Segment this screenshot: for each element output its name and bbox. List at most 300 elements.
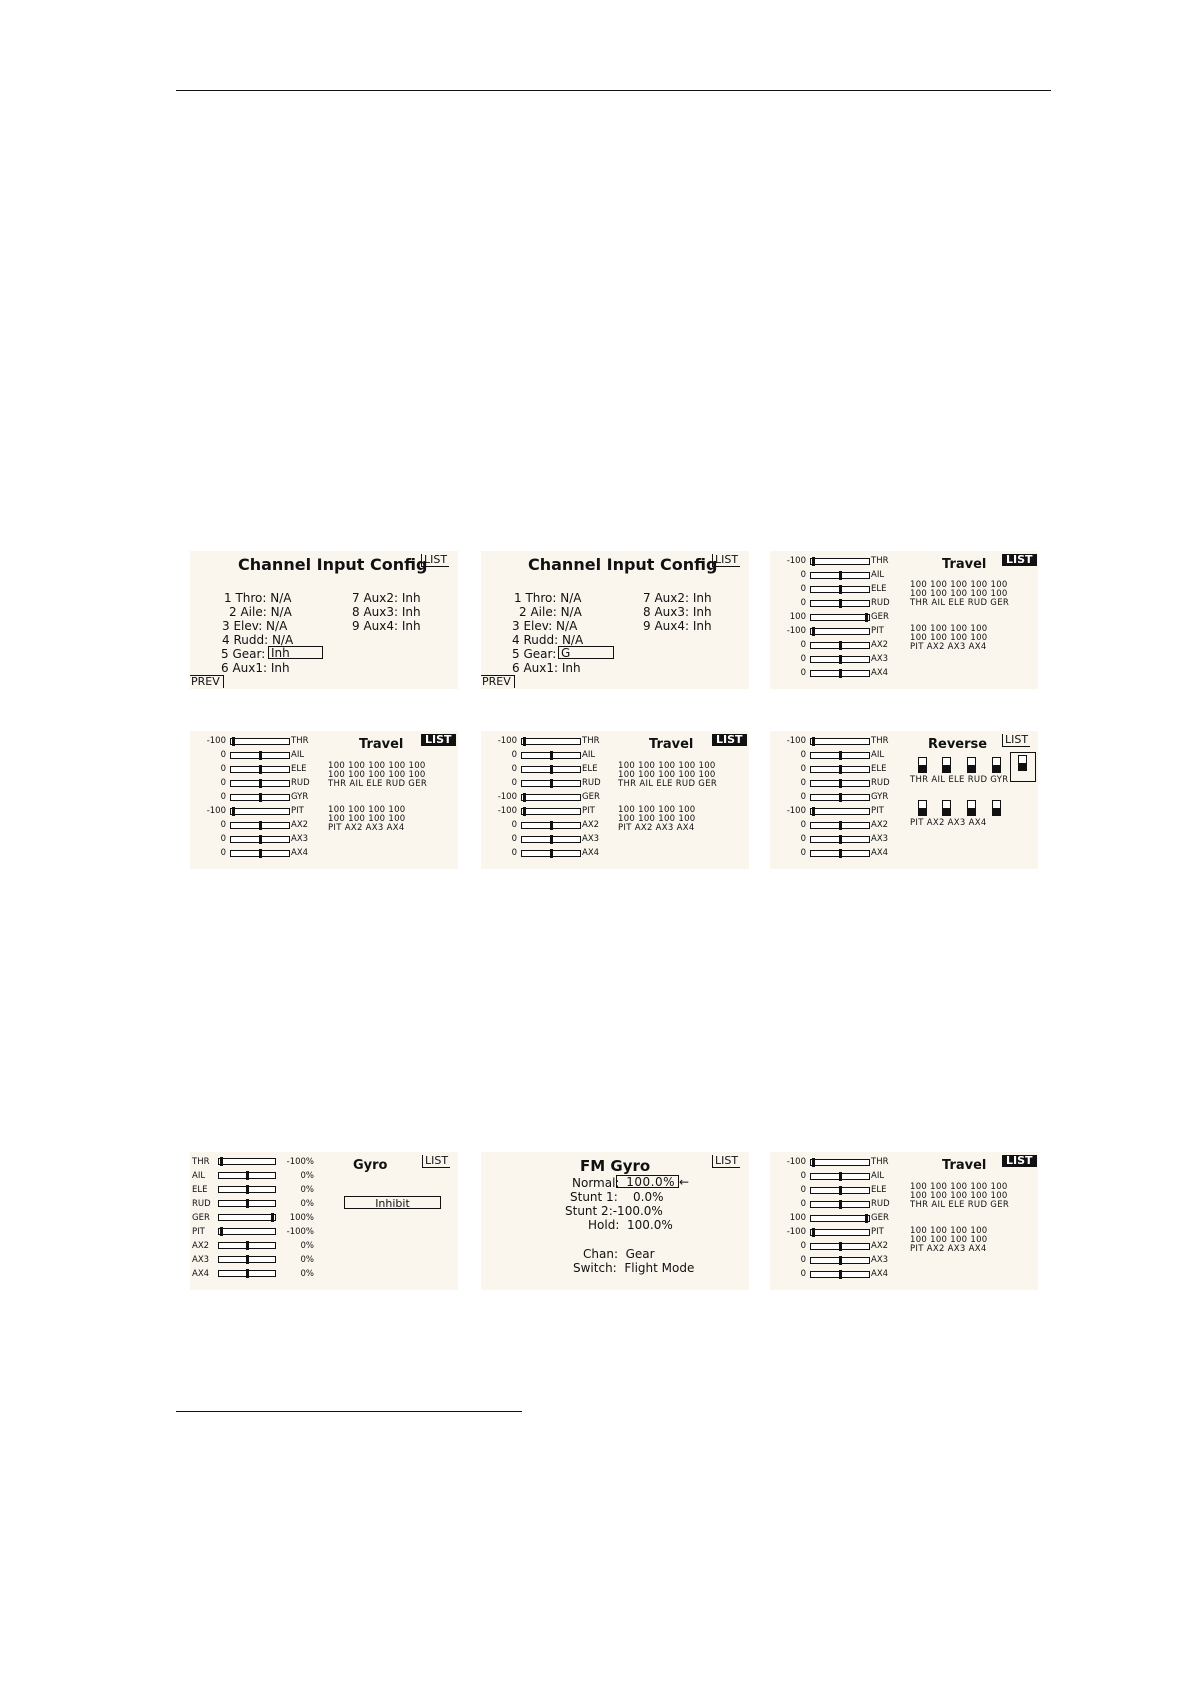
channel-label: GER (871, 612, 889, 622)
travel-labels: THR AIL ELE RUD GER (910, 598, 1010, 608)
travel-values: 100 100 100 100 (328, 814, 406, 824)
channel-bar-knob (839, 849, 842, 858)
screen-travel-3 (481, 731, 749, 869)
channel-bar-knob (550, 765, 553, 774)
channel-label: GER (582, 792, 600, 802)
channel-bar (810, 1229, 870, 1236)
channel-bar (230, 794, 290, 801)
channel-bar (230, 752, 290, 759)
channel-bar-knob (812, 1228, 815, 1237)
reverse-switch-pit[interactable] (918, 800, 927, 816)
reverse-switch-ail[interactable] (942, 757, 951, 773)
travel-values: 100 100 100 100 (618, 805, 696, 815)
travel-labels: PIT AX2 AX3 AX4 (910, 642, 987, 652)
channel-value: 0 (220, 778, 226, 788)
channel-label: AX2 (192, 1241, 210, 1251)
channel-value: 0 (220, 792, 226, 802)
channel-value: 0 (220, 834, 226, 844)
channel-value: 0 (220, 764, 226, 774)
channel-bar (810, 1187, 870, 1194)
channel-bar (810, 656, 870, 663)
travel-labels: THR AIL ELE RUD GER (328, 779, 428, 789)
channel-value: -100 (786, 806, 806, 816)
channel-value: -100 (497, 792, 517, 802)
channel-monitor-row (481, 819, 601, 831)
channel-bar (810, 738, 870, 745)
channel-monitor-row (770, 833, 890, 845)
channel-bar (218, 1214, 276, 1221)
footnote-rule (176, 1411, 522, 1412)
channel-monitor-row (770, 1226, 890, 1238)
screen-channel-input-config-1 (190, 551, 458, 689)
channel-monitor-row (770, 667, 890, 679)
channel-bar-knob (550, 821, 553, 830)
channel-value: 0 (511, 778, 517, 788)
channel-monitor-row (481, 791, 601, 803)
channel-monitor-row (190, 749, 310, 761)
channel-value: 0% (300, 1171, 314, 1181)
channel-value: -100 (786, 556, 806, 566)
reverse-labels: PIT AX2 AX3 AX4 (910, 818, 987, 828)
channel-bar-knob (259, 793, 262, 802)
channel-label: PIT (871, 626, 884, 636)
channel-label: PIT (582, 806, 595, 816)
channel-monitor-row (770, 791, 890, 803)
channel-label: ELE (291, 764, 307, 774)
channel-bar-knob (220, 1157, 223, 1166)
channel-label: AX4 (871, 848, 889, 858)
channel-bar-knob (259, 821, 262, 830)
gyro-monitor-row (190, 1239, 320, 1251)
travel-values: 100 100 100 100 100 (910, 1191, 1008, 1201)
channel-value: 0 (800, 750, 806, 760)
channel-line: 7 Aux2: Inh (643, 591, 712, 605)
gear-input-field[interactable]: Inh (268, 646, 323, 659)
channel-monitor-row (770, 569, 890, 581)
list-button[interactable]: LIST (421, 554, 449, 567)
gear-input-field[interactable]: G (558, 646, 614, 659)
channel-label: AX2 (582, 820, 600, 830)
travel-values: 100 100 100 100 (910, 633, 988, 643)
channel-bar (230, 766, 290, 773)
channel-bar (810, 614, 870, 621)
travel-values: 100 100 100 100 100 (618, 770, 716, 780)
channel-bar-knob (259, 849, 262, 858)
channel-label: THR (871, 736, 889, 746)
channel-bar-knob (246, 1255, 249, 1264)
channel-monitor-row (770, 805, 890, 817)
channel-value: 0 (800, 1185, 806, 1195)
channel-monitor-row (770, 1198, 890, 1210)
list-button[interactable]: LIST (1002, 1155, 1037, 1167)
channel-label: AIL (192, 1171, 206, 1181)
channel-monitor-row (190, 735, 310, 747)
channel-bar-knob (839, 669, 842, 678)
channel-value: 0 (800, 1241, 806, 1251)
channel-bar-knob (865, 613, 868, 622)
channel-label: PIT (871, 806, 884, 816)
channel-label: RUD (871, 778, 890, 788)
channel-bar-knob (839, 1172, 842, 1181)
channel-bar (521, 780, 581, 787)
channel-label: ELE (192, 1185, 208, 1195)
channel-bar-knob (839, 751, 842, 760)
channel-value: 0% (300, 1199, 314, 1209)
channel-value: -100 (206, 736, 226, 746)
channel-label: RUD (192, 1199, 211, 1209)
channel-bar (810, 836, 870, 843)
stunt1-line: Stunt 1: 0.0% (570, 1190, 664, 1204)
channel-bar-knob (246, 1199, 249, 1208)
channel-bar (230, 822, 290, 829)
channel-monitor-row (770, 555, 890, 567)
channel-bar (521, 850, 581, 857)
channel-line: 2 Aile: N/A (519, 605, 582, 619)
channel-bar (230, 850, 290, 857)
channel-label: ELE (871, 1185, 887, 1195)
gyro-monitor-row (190, 1225, 320, 1237)
channel-monitor-row (481, 847, 601, 859)
channel-monitor-row (770, 639, 890, 651)
channel-value: 0 (800, 1199, 806, 1209)
channel-bar-knob (839, 655, 842, 664)
channel-value: -100 (786, 1227, 806, 1237)
channel-value: 100 (789, 612, 806, 622)
channel-value: -100 (786, 626, 806, 636)
channel-value: 0 (511, 750, 517, 760)
travel-values: 100 100 100 100 100 (328, 770, 426, 780)
channel-bar-knob (550, 849, 553, 858)
channel-bar (810, 752, 870, 759)
channel-label: AX4 (871, 1269, 889, 1279)
channel-label: GYR (291, 792, 309, 802)
channel-value: -100% (286, 1157, 314, 1167)
channel-bar (521, 822, 581, 829)
channel-value: 0 (511, 820, 517, 830)
channel-value: -100 (786, 736, 806, 746)
switch-line: Switch: Flight Mode (573, 1261, 695, 1275)
reverse-switch-ax2[interactable] (942, 800, 951, 816)
channel-bar (218, 1270, 276, 1277)
channel-label: AIL (582, 750, 596, 760)
channel-value: 0 (800, 792, 806, 802)
screen-title: Travel (649, 737, 694, 752)
channel-monitor-row (481, 749, 601, 761)
channel-label: GER (871, 1213, 889, 1223)
travel-labels: PIT AX2 AX3 AX4 (910, 1244, 987, 1254)
channel-value: 0 (800, 848, 806, 858)
reverse-switch-rud[interactable] (992, 757, 1001, 773)
channel-label: THR (291, 736, 309, 746)
channel-label: AIL (871, 750, 885, 760)
channel-bar-knob (812, 557, 815, 566)
channel-value: 0 (800, 584, 806, 594)
channel-bar (218, 1172, 276, 1179)
channel-bar-knob (839, 765, 842, 774)
channel-monitor-row (190, 833, 310, 845)
channel-monitor-row (770, 819, 890, 831)
channel-monitor-row (770, 1254, 890, 1266)
screen-title: Travel (942, 557, 987, 572)
channel-monitor-row (770, 625, 890, 637)
travel-values: 100 100 100 100 100 (618, 761, 716, 771)
channel-label: PIT (192, 1227, 205, 1237)
channel-label: AX4 (291, 848, 309, 858)
channel-monitor-row (190, 777, 310, 789)
channel-label: RUD (871, 598, 890, 608)
reverse-switch-ax3[interactable] (967, 800, 976, 816)
channel-bar-knob (246, 1241, 249, 1250)
gyro-monitor-row (190, 1253, 320, 1265)
channel-bar (230, 738, 290, 745)
channel-line: 9 Aux4: Inh (643, 619, 712, 633)
channel-bar-knob (259, 779, 262, 788)
channel-bar (810, 628, 870, 635)
channel-label: ELE (582, 764, 598, 774)
channel-label: AX2 (871, 640, 889, 650)
channel-line: 5 Gear: (512, 647, 557, 661)
channel-label: RUD (871, 1199, 890, 1209)
screen-title: Travel (359, 737, 404, 752)
channel-bar-knob (865, 1214, 868, 1223)
channel-label: THR (192, 1157, 210, 1167)
channel-bar-knob (812, 737, 815, 746)
channel-bar (218, 1200, 276, 1207)
channel-label: AIL (871, 570, 885, 580)
channel-value: 0 (800, 834, 806, 844)
channel-value: 0 (220, 750, 226, 760)
channel-monitor-row (770, 1156, 890, 1168)
channel-monitor-row (770, 611, 890, 623)
channel-value: -100 (786, 1157, 806, 1167)
channel-bar-knob (839, 821, 842, 830)
screen-travel-4 (770, 1152, 1038, 1290)
channel-bar (230, 808, 290, 815)
channel-bar (218, 1242, 276, 1249)
travel-labels: PIT AX2 AX3 AX4 (328, 823, 405, 833)
travel-values: 100 100 100 100 100 (910, 1182, 1008, 1192)
channel-line: 3 Elev: N/A (512, 619, 578, 633)
channel-bar (521, 766, 581, 773)
travel-labels: THR AIL ELE RUD GER (910, 1200, 1010, 1210)
channel-bar (810, 780, 870, 787)
reverse-switch-gyr[interactable] (1018, 755, 1027, 771)
channel-bar-knob (259, 835, 262, 844)
channel-monitor-row (770, 583, 890, 595)
channel-label: AX3 (582, 834, 600, 844)
travel-values: 100 100 100 100 (910, 1226, 988, 1236)
reverse-switch-ax4[interactable] (992, 800, 1001, 816)
channel-monitor-row (770, 1170, 890, 1182)
channel-monitor-row (770, 1240, 890, 1252)
screen-channel-input-config-2 (481, 551, 749, 689)
channel-bar-knob (232, 807, 235, 816)
channel-monitor-row (481, 763, 601, 775)
travel-values: 100 100 100 100 (618, 814, 696, 824)
channel-monitor-row (481, 833, 601, 845)
channel-line: 3 Elev: N/A (222, 619, 288, 633)
channel-bar (810, 642, 870, 649)
prev-button[interactable]: PREV (481, 675, 515, 688)
travel-values: 100 100 100 100 100 (910, 580, 1008, 590)
channel-label: PIT (291, 806, 304, 816)
channel-value: 0 (800, 1255, 806, 1265)
channel-monitor-row (481, 735, 601, 747)
channel-label: RUD (291, 778, 310, 788)
chan-line: Chan: Gear (583, 1247, 655, 1261)
channel-line: 1 Thro: N/A (224, 591, 292, 605)
channel-bar-knob (523, 807, 526, 816)
channel-bar (218, 1186, 276, 1193)
channel-line: 4 Rudd: N/A (222, 633, 294, 647)
channel-bar (810, 670, 870, 677)
list-button[interactable]: LIST (712, 1155, 740, 1168)
list-button[interactable]: LIST (421, 734, 456, 746)
channel-bar (810, 1243, 870, 1250)
channel-bar (810, 850, 870, 857)
prev-button[interactable]: PREV (190, 675, 224, 688)
reverse-switch-ele[interactable] (967, 757, 976, 773)
normal-label: Normal: (572, 1176, 620, 1190)
channel-monitor-row (481, 805, 601, 817)
channel-bar-knob (839, 641, 842, 650)
channel-value: 0% (300, 1255, 314, 1265)
channel-bar (810, 586, 870, 593)
channel-bar (810, 572, 870, 579)
channel-value: 0% (300, 1185, 314, 1195)
list-button[interactable]: LIST (422, 1155, 450, 1168)
reverse-switch-thr[interactable] (918, 757, 927, 773)
channel-label: AX4 (192, 1269, 210, 1279)
normal-value-field[interactable]: 100.0% (616, 1175, 679, 1188)
channel-line: 6 Aux1: Inh (512, 661, 581, 675)
screen-travel-1 (770, 551, 1038, 689)
channel-value: 0 (800, 570, 806, 580)
channel-label: AX3 (871, 654, 889, 664)
channel-line: 6 Aux1: Inh (221, 661, 290, 675)
channel-monitor-row (190, 791, 310, 803)
travel-labels: THR AIL ELE RUD GER (618, 779, 718, 789)
channel-bar (810, 600, 870, 607)
screen-title: FM Gyro (580, 1157, 651, 1175)
channel-label: THR (582, 736, 600, 746)
channel-bar-knob (246, 1185, 249, 1194)
channel-monitor-row (190, 847, 310, 859)
travel-values: 100 100 100 100 (910, 624, 988, 634)
channel-value: 0 (800, 820, 806, 830)
channel-value: 100 (789, 1213, 806, 1223)
channel-bar (810, 558, 870, 565)
channel-bar-knob (220, 1227, 223, 1236)
channel-line: 9 Aux4: Inh (352, 619, 421, 633)
channel-monitor-row (190, 819, 310, 831)
screen-title: Gyro (353, 1158, 388, 1173)
channel-bar-knob (839, 585, 842, 594)
stunt2-line: Stunt 2:-100.0% (565, 1204, 663, 1218)
channel-monitor-row (770, 763, 890, 775)
channel-bar-knob (839, 1242, 842, 1251)
screen-title: Channel Input Config (238, 555, 428, 574)
channel-value: 0 (800, 598, 806, 608)
channel-bar (218, 1158, 276, 1165)
channel-bar-knob (259, 765, 262, 774)
channel-bar-knob (839, 1270, 842, 1279)
screen-title: Travel (942, 1158, 987, 1173)
channel-bar (218, 1228, 276, 1235)
gyro-monitor-row (190, 1169, 320, 1181)
channel-line: 8 Aux3: Inh (643, 605, 712, 619)
channel-bar (521, 808, 581, 815)
channel-bar (810, 822, 870, 829)
channel-bar-knob (839, 599, 842, 608)
channel-value: 0 (800, 668, 806, 678)
channel-value: 0 (800, 764, 806, 774)
channel-bar (521, 836, 581, 843)
channel-bar (810, 808, 870, 815)
channel-bar-knob (550, 835, 553, 844)
channel-bar-knob (550, 751, 553, 760)
channel-line: 5 Gear: (221, 647, 266, 661)
list-button[interactable]: LIST (1002, 734, 1030, 747)
channel-label: AX2 (871, 1241, 889, 1251)
screen-title: Channel Input Config (528, 555, 718, 574)
travel-values: 100 100 100 100 (328, 805, 406, 815)
travel-values: 100 100 100 100 100 (328, 761, 426, 771)
channel-label: AX2 (871, 820, 889, 830)
channel-bar (810, 1201, 870, 1208)
list-button[interactable]: LIST (1002, 554, 1037, 566)
channel-value: 100% (289, 1213, 314, 1223)
channel-monitor-row (770, 777, 890, 789)
channel-bar (521, 738, 581, 745)
travel-values: 100 100 100 100 (910, 1235, 988, 1245)
channel-bar (810, 1215, 870, 1222)
travel-values: 100 100 100 100 100 (910, 589, 1008, 599)
channel-monitor-row (770, 597, 890, 609)
channel-monitor-row (770, 847, 890, 859)
list-button[interactable]: LIST (712, 734, 747, 746)
channel-bar (521, 794, 581, 801)
cursor-arrow-icon: ← (679, 1175, 690, 1189)
screen-fm-gyro (481, 1152, 749, 1290)
channel-bar (810, 1271, 870, 1278)
channel-bar-knob (232, 737, 235, 746)
screen-title: Reverse (928, 737, 988, 752)
channel-value: 0 (800, 778, 806, 788)
channel-bar-knob (246, 1269, 249, 1278)
channel-bar (810, 1173, 870, 1180)
list-button[interactable]: LIST (712, 554, 740, 567)
channel-label: AX2 (291, 820, 309, 830)
channel-value: -100% (286, 1227, 314, 1237)
channel-value: 0 (511, 764, 517, 774)
channel-bar-knob (839, 571, 842, 580)
channel-bar-knob (246, 1171, 249, 1180)
channel-monitor-row (770, 1184, 890, 1196)
channel-monitor-row (481, 777, 601, 789)
channel-monitor-row (770, 1212, 890, 1224)
channel-label: ELE (871, 584, 887, 594)
channel-bar-knob (839, 779, 842, 788)
channel-bar-knob (812, 627, 815, 636)
channel-monitor-row (770, 749, 890, 761)
inhibit-field[interactable]: Inhibit (344, 1196, 441, 1209)
channel-bar-knob (839, 1200, 842, 1209)
channel-line: 7 Aux2: Inh (352, 591, 421, 605)
hold-line: Hold: 100.0% (588, 1218, 673, 1232)
channel-value: 0 (220, 820, 226, 830)
gyro-monitor-row (190, 1183, 320, 1195)
